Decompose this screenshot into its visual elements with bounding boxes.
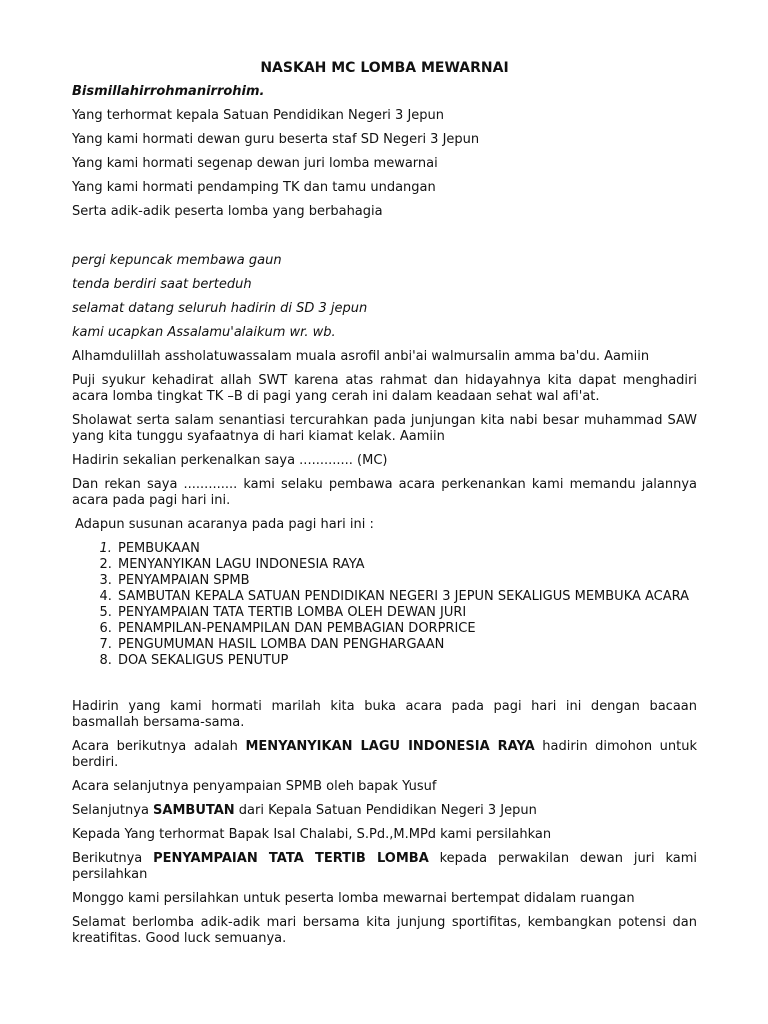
greeting-line: Yang kami hormati dewan guru beserta staf SD Negeri 3 Jepun bbox=[72, 132, 480, 147]
paragraph: Monggo kami persilahkan untuk peserta lomba mewarnai bertempat didalam ruangan bbox=[72, 891, 635, 906]
bold-text: SAMBUTAN bbox=[153, 803, 235, 818]
agenda-item: 4. SAMBUTAN KEPALA SATUAN PENDIDIKAN NEGERI 3 JEPUN SEKALIGUS MEMBUKA ACARA bbox=[116, 589, 697, 605]
paragraph bbox=[72, 739, 697, 771]
paragraph: Puji syukur kehadirat allah SWT karena atas rahmat dan hidayahnya kita dapat menghadiri acara lomba tingkat TK –B di pagi yang cerah ini dalam keadaan sehat wal afi'at. bbox=[72, 373, 697, 404]
text-run: hadirin dimohon untuk berdiri. bbox=[72, 739, 698, 770]
paragraph: Kepada Yang terhormat Bapak Isal Chalabi, S.Pd.,M.MPd kami persilahkan bbox=[72, 827, 552, 842]
text-run: Berikutnya bbox=[72, 851, 154, 866]
paragraph: Hadirin sekalian perkenalkan saya ............. (MC) bbox=[72, 453, 388, 468]
text-run: Selanjutnya bbox=[72, 803, 154, 818]
bold-text: MENYANYIKAN LAGU INDONESIA RAYA bbox=[245, 739, 535, 754]
pantun-line: selamat datang seluruh hadirin di SD 3 jepun bbox=[72, 301, 368, 316]
text-run: dari Kepala Satuan Pendidikan Negeri 3 Jepun bbox=[234, 803, 537, 818]
agenda-list bbox=[72, 541, 697, 669]
agenda-item: 7. PENGUMUMAN HASIL LOMBA DAN PENGHARGAAN bbox=[116, 637, 697, 653]
agenda-item: 3. PENYAMPAIAN SPMB bbox=[116, 573, 697, 589]
document-title: NASKAH MC LOMBA MEWARNAI bbox=[260, 60, 509, 76]
greeting-line: Serta adik-adik peserta lomba yang berbahagia bbox=[72, 204, 383, 219]
paragraph: Acara selanjutnya penyampaian SPMB oleh bapak Yusuf bbox=[72, 779, 437, 794]
agenda-intro: Adapun susunan acaranya pada pagi hari ini : bbox=[75, 517, 374, 532]
agenda-item: 1. PEMBUKAAN bbox=[116, 541, 697, 557]
agenda-item: 2. MENYANYIKAN LAGU INDONESIA RAYA bbox=[116, 557, 697, 573]
paragraph: Alhamdulillah assholatuwassalam muala asrofil anbi'ai walmursalin amma ba'du. Aamiin bbox=[72, 349, 650, 364]
bold-text: PENYAMPAIAN TATA TERTIB LOMBA bbox=[153, 851, 429, 866]
paragraph bbox=[72, 803, 697, 819]
pantun-line: tenda berdiri saat berteduh bbox=[72, 277, 252, 292]
greeting-line: Yang terhormat kepala Satuan Pendidikan Negeri 3 Jepun bbox=[72, 108, 445, 123]
greeting-line: Yang kami hormati segenap dewan juri lomba mewarnai bbox=[72, 156, 438, 171]
paragraph: Hadirin yang kami hormati marilah kita buka acara pada pagi hari ini dengan bacaan basmallah bersama-sama. bbox=[72, 699, 697, 730]
agenda-item: 8. DOA SEKALIGUS PENUTUP bbox=[116, 653, 697, 669]
paragraph: Dan rekan saya ............. kami selaku pembawa acara perkenankan kami memandu jalannya acara pada pagi hari ini. bbox=[72, 477, 697, 508]
text-run: kepada perwakilan dewan juri kami persilahkan bbox=[72, 851, 698, 882]
paragraph: Selamat berlomba adik-adik mari bersama kita junjung sportifitas, kembangkan potensi dan kreatifitas. Good luck semuanya. bbox=[72, 915, 697, 946]
paragraph: Sholawat serta salam senantiasi tercurahkan pada junjungan kita nabi besar muhammad SAW yang kita tunggu syafaatnya di hari kiamat kelak. Aamiin bbox=[72, 413, 697, 444]
text-run: Acara berikutnya adalah bbox=[72, 739, 246, 754]
opening-line: Bismillahirrohmanirrohim. bbox=[72, 84, 265, 99]
agenda-item: 5. PENYAMPAIAN TATA TERTIB LOMBA OLEH DEWAN JURI bbox=[116, 605, 697, 621]
pantun-line: pergi kepuncak membawa gaun bbox=[72, 253, 282, 268]
greeting-line: Yang kami hormati pendamping TK dan tamu undangan bbox=[72, 180, 436, 195]
agenda-item: 6. PENAMPILAN-PENAMPILAN DAN PEMBAGIAN DORPRICE bbox=[116, 621, 697, 637]
paragraph bbox=[72, 851, 697, 883]
document-page bbox=[72, 60, 697, 955]
spacer bbox=[72, 228, 697, 253]
pantun-line: kami ucapkan Assalamu'alaikum wr. wb. bbox=[72, 325, 336, 340]
